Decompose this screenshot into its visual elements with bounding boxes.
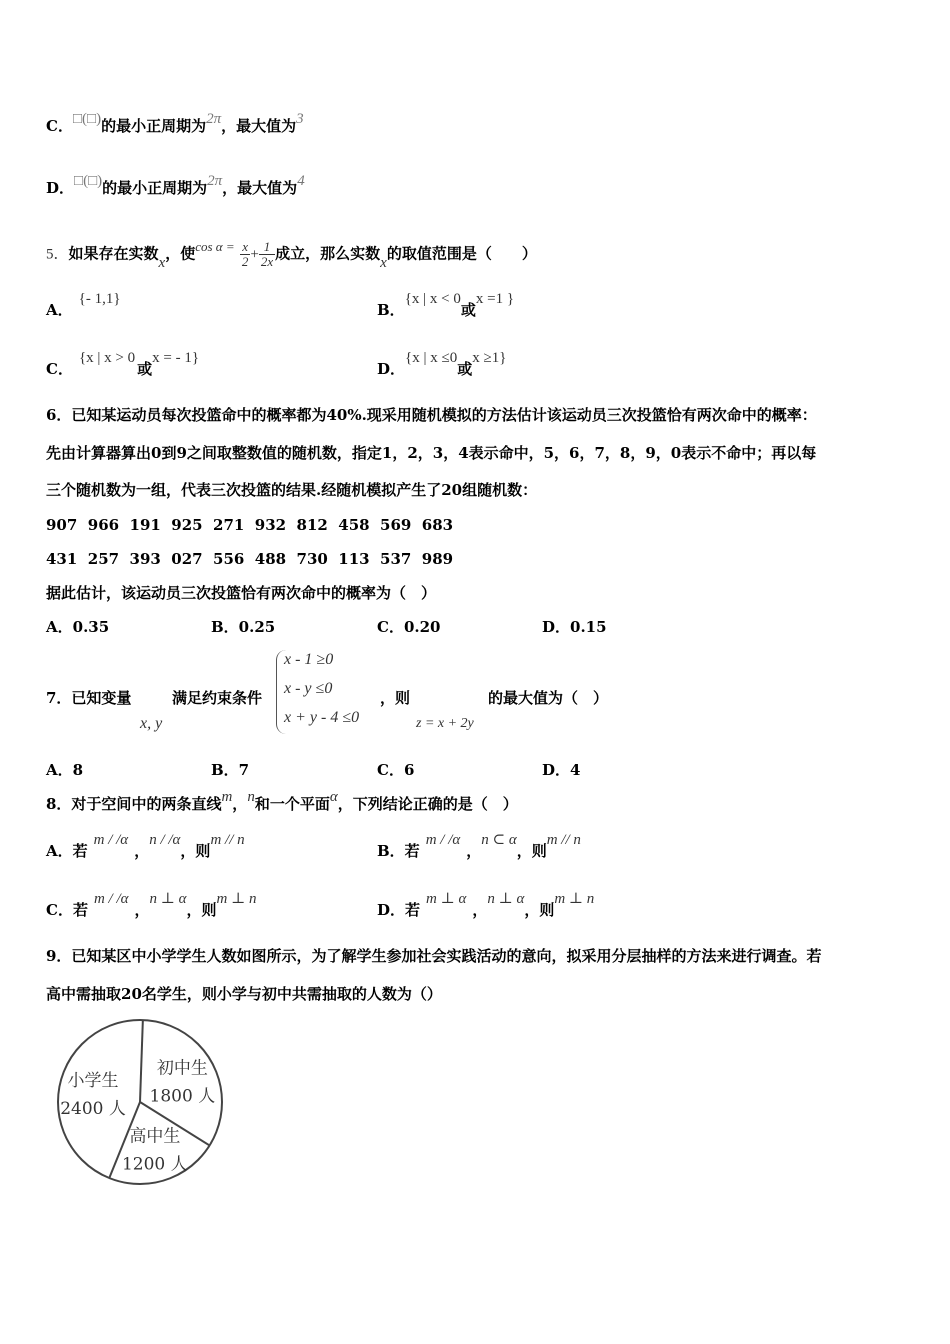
pie-category-label: 高中生 — [129, 1126, 181, 1147]
fraction-x-over-2: $\frac{x}{2}$ — [241, 239, 249, 269]
q7-text-3: ，则 — [380, 689, 411, 707]
q4-option-d: D．□(□)的最小正周期为2π，最大值为4 — [46, 173, 305, 197]
q8-option-c: C．若m / /α，n ⊥ α，则m ⊥ n — [46, 891, 257, 919]
q7-option-c: C．6 — [377, 761, 415, 779]
q7-text-4: 的最大值为（ ） — [488, 689, 609, 707]
q5-option-a: A．{- 1,1} — [46, 291, 121, 319]
q4-option-c: C．□(□)的最小正周期为2π，最大值为3 — [46, 111, 304, 135]
q7-option-a: A．8 — [46, 761, 84, 779]
q6-option-a: A．0.35 — [46, 618, 110, 636]
q5-option-d: D．{x | x ≤0或x ≥1} — [377, 350, 507, 378]
q9-line-1: 9．已知某区中小学学生人数如图所示，为了解学生参加社会实践活动的意向，拟采用分层抽样的方法来进行调查。若 — [46, 947, 822, 965]
q8-option-a: A．若m / /α，n / /α，则m // n — [46, 832, 245, 860]
pie-category-label: 小学生 — [67, 1071, 119, 1092]
q6-option-b: B．0.25 — [211, 618, 276, 636]
pie-value-label: 2400 人 — [60, 1099, 126, 1120]
q6-question: 据此估计，该运动员三次投篮恰有两次命中的概率为（ ） — [46, 584, 437, 602]
q5-option-c: C．{x | x > 0或x = - 1} — [46, 350, 200, 378]
student-pie-chart — [50, 1018, 230, 1188]
q8-option-d: D．若m ⊥ α，n ⊥ α，则m ⊥ n — [377, 891, 595, 919]
q7-text-2: 满足约束条件 — [172, 689, 263, 707]
q7-text-1: 7．已知变量 — [46, 689, 132, 707]
q5-stem: 5．如果存在实数x，使cos α = $\frac{x}{2}$ + $\frac{1}{2x}$ 成立，那么实数x的取值范围是（ ） — [46, 238, 537, 271]
pie-slice-divider — [140, 1020, 143, 1102]
q6-option-d: D．0.15 — [542, 618, 607, 636]
q7-option-d: D．4 — [542, 761, 581, 779]
pie-value-label: 1800 人 — [149, 1086, 216, 1107]
q8-option-b: B．若m / /α，n ⊂ α，则m // n — [377, 832, 581, 860]
q7-constraint-1: x - 1 ≥0 — [284, 651, 334, 668]
q9-line-2: 高中需抽取20名学生，则小学与初中共需抽取的人数为（） — [46, 985, 442, 1003]
q6-line-3: 三个随机数为一组，代表三次投篮的结果.经随机模拟产生了20组随机数： — [46, 481, 538, 499]
q6-random-row-2: 431 257 393 027 556 488 730 113 537 989 — [46, 550, 454, 568]
q7-constraint-3: x + y - 4 ≤0 — [284, 709, 360, 726]
q5-option-b: B．{x | x < 0或x =1 } — [377, 291, 515, 319]
q6-option-c: C．0.20 — [377, 618, 441, 636]
q6-random-row-1: 907 966 191 925 271 932 812 458 569 683 — [46, 516, 454, 534]
q8-stem: 8．对于空间中的两条直线m，n和一个平面α，下列结论正确的是（ ） — [46, 789, 518, 813]
fraction-1-over-2x: $\frac{1}{2x}$ — [260, 239, 274, 269]
q6-line-2: 先由计算器算出0到9之间取整数值的随机数，指定1，2，3，4表示命中，5，6，7，8，9，0表示不命中；再以每 — [46, 444, 817, 462]
q7-constraint-2: x - y ≤0 — [284, 680, 333, 697]
q7-objective: z = x + 2y — [416, 716, 474, 731]
pie-category-label: 初中生 — [156, 1058, 208, 1079]
pie-value-label: 1200 人 — [121, 1154, 188, 1175]
q6-line-1: 6．已知某运动员每次投篮命中的概率都为40%.现采用随机模拟的方法估计该运动员三次投篮恰有两次命中的概率： — [46, 406, 817, 424]
q7-vars: x, y — [140, 715, 163, 732]
q7-option-b: B．7 — [211, 761, 250, 779]
